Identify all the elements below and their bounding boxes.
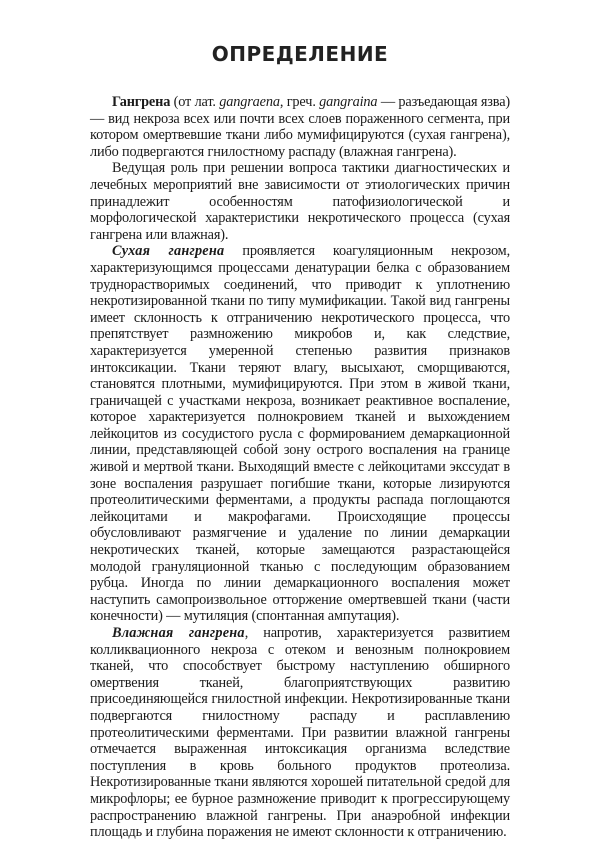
body-text <box>90 94 510 841</box>
greek-term: gangraina <box>319 94 378 110</box>
paragraph-tactics: Ведущая роль при решении вопроса тактики диагностических и лечебных мероприятий вне зависимости от этиологических причин принадлежит особенностям патофизиологической и морфологической характеристики некротического процесса (сухая гангрена или влажная). <box>90 160 510 243</box>
latin-term: gangraena <box>219 94 280 110</box>
term-dry-gangrene: Сухая гангрена <box>112 243 225 260</box>
term-wet-gangrene: Влажная гангрена <box>112 625 245 641</box>
term-gangrene: Гангрена <box>112 94 171 110</box>
definition-part: — разъедающая язва) — вид некроза всех или почти всех слоев пораженного сегмента, при котором омертвевшие ткани либо мумифицируются (сухая гангрена), либо подвергаются гнилостному распаду (влажная гангрена). <box>90 94 510 160</box>
paragraph-body: , напротив, характеризуется развитием колликвационного некроза с отеком и венозным полнокровием тканей, что способствует быстрому наступлению обширного омертвения тканей, благоприятствующих развитию присоединяющейся гнилостной инфекции. Некротизированные ткани подвергаются гнилостному распаду и расплавлению протеолитическими ферментами. При развитии влажной гангрены отмечается выраженная интоксикация организма вследствие поступления в кровь больного продуктов протеолиза. Некротизированные ткани являются хорошей питательной средой для микрофлоры; ее бурное размножение приводит к прогрессирующему распространению влажной гангрены. При анаэробной инфекции площадь и глубина поражения не имеют склонности к отграничению. <box>90 625 510 841</box>
paragraph-definition <box>90 94 510 160</box>
paragraph-dry-gangrene <box>90 243 510 625</box>
definition-part: , греч. <box>279 94 320 110</box>
definition-part: (от лат. <box>170 94 220 110</box>
page-title: ОПРЕДЕЛЕНИЕ <box>211 42 389 66</box>
paragraph-body: проявляется коагуляционным некрозом, характеризующимся процессами денатурации белка с образованием труднорастворимых соединений, что приводит к уплотнению некротизированной ткани по типу мумификации. Такой вид гангрены имеет склонность к отграничению некротического процесса, что препятствует размножению микробов и, как следствие, характеризуется умеренной степенью развития признаков интоксикации. Ткани теряют влагу, высыхают, сморщиваются, становятся плотными, мумифицируются. При этом в живой ткани, граничащей с участками некроза, возникает реактивное воспаление, которое характеризуется полнокровием тканей и выхождением лейкоцитов из сосудистого русла с формированием демаркационной линии, представляющей собой зону острого воспаления на границе живой и мертвой ткани. Выходящий вместе с лейкоцитами экссудат в зоне воспаления разрушает погибшие ткани, которые лизируются протеолитическими ферментами, а продукты распада поглощаются лейкоцитами и макрофагами. Происходящие процессы обусловливают размягчение и удаление по линии демаркации некротических тканей, которые замещаются разрастающейся молодой грануляционной тканью с последующим образованием рубца. Иногда по линии демаркационного воспаления может наступить самопроизвольное отторжение омертвевшей ткани (части конечности) — мутиляция (спонтанная ампутация). <box>90 243 510 625</box>
paragraph-wet-gangrene <box>90 625 510 841</box>
